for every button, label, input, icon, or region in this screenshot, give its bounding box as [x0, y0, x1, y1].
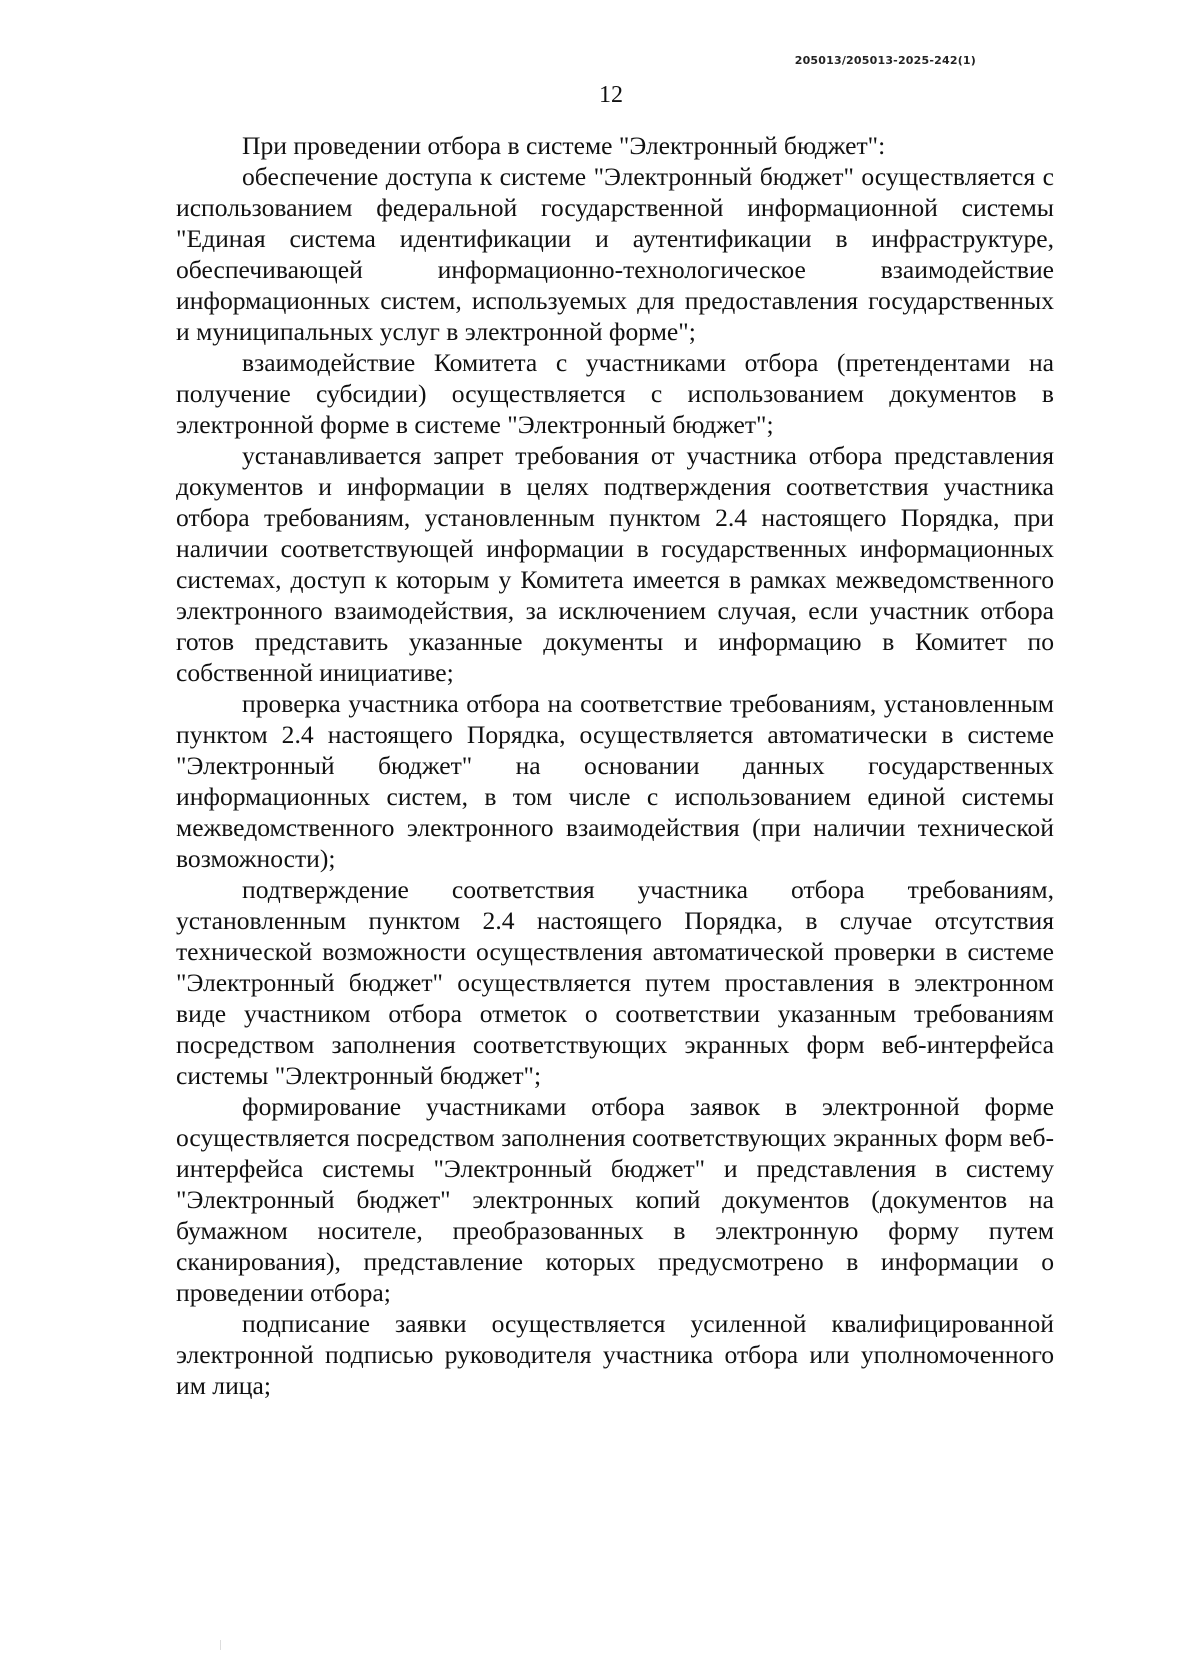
paragraph-application-forming: формирование участниками отбора заявок в электронной форме осуществляется посредством заполнения соответствующих экранных форм веб-интерфейса системы "Электронный бюджет" и представления в систему "Электронный бюджет" электронных копий документов (документов на бумажном носителе, преобразованных в электронную форму путем сканирования), представление которых предусмотрено в информации о проведении отбора; [176, 1092, 1054, 1307]
paragraph-confirmation: подтверждение соответствия участника отбора требованиям, установленным пунктом 2.4 настоящего Порядка, в случае отсутствия технической возможности осуществления автоматической проверки в системе "Электронный бюджет" осуществляется путем проставления в электронном виде участником отбора отметок о соответствии указанным требованиям посредством заполнения соответствующих экранных форм веб-интерфейса системы "Электронный бюджет"; [176, 875, 1054, 1090]
document-id: 205013/205013-2025-242(1) [794, 54, 976, 67]
paragraph-prohibition: устанавливается запрет требования от участника отбора представления документов и информации в целях подтверждения соответствия участника отбора требованиям, установленным пунктом 2.4 настоящего Порядка, при наличии соответствующей информации в государственных информационных системах, доступ к которым у Комитета имеется в рамках межведомственного электронного взаимодействия, за исключением случая, если участник отбора готов представить указанные документы и информацию в Комитет по собственной инициативе; [176, 441, 1054, 687]
document-body [176, 130, 1054, 1401]
paragraph-intro: При проведении отбора в системе "Электронный бюджет": [242, 131, 886, 160]
paragraph-interaction: взаимодействие Комитета с участниками отбора (претендентами на получение субсидии) осуществляется с использованием документов в электронной форме в системе "Электронный бюджет"; [176, 348, 1054, 439]
page-number: 12 [599, 82, 623, 108]
paragraph-access: обеспечение доступа к системе "Электронный бюджет" осуществляется с использованием федеральной государственной информационной системы "Единая система идентификации и аутентификации в инфраструктуре, обеспечивающей информационно-технологическое взаимодействие информационных систем, используемых для предоставления государственных и муниципальных услуг в электронной форме"; [176, 162, 1054, 346]
scan-artifact [220, 1640, 221, 1650]
paragraph-signing: подписание заявки осуществляется усиленной квалифицированной электронной подписью руководителя участника отбора или уполномоченного им лица; [176, 1309, 1054, 1400]
paragraph-verification: проверка участника отбора на соответствие требованиям, установленным пунктом 2.4 настоящего Порядка, осуществляется автоматически в системе "Электронный бюджет" на основании данных государственных информационных систем, в том числе с использованием единой системы межведомственного электронного взаимодействия (при наличии технической возможности); [176, 689, 1054, 873]
